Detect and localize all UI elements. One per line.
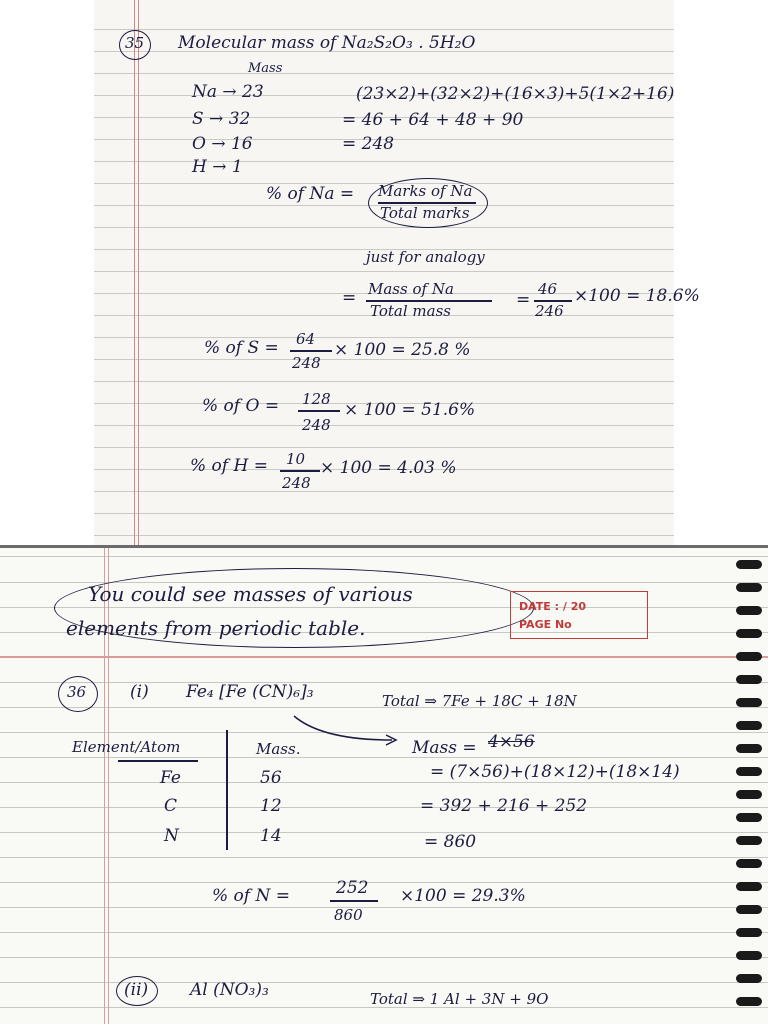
na-denominator: 246 bbox=[535, 302, 564, 320]
spiral-ring bbox=[736, 583, 762, 592]
spiral-ring bbox=[736, 560, 762, 569]
na-numerator: 46 bbox=[538, 280, 558, 298]
fraction-bar bbox=[330, 900, 378, 902]
spiral-ring bbox=[736, 629, 762, 638]
fraction-bar bbox=[298, 410, 340, 412]
s-result: × 100 = 25.8 % bbox=[334, 340, 471, 360]
s-denominator: 248 bbox=[292, 354, 321, 372]
fraction-bar bbox=[290, 350, 332, 352]
margin-line bbox=[138, 0, 139, 545]
equals-sign: = bbox=[516, 290, 531, 310]
percent-n-label: % of N = bbox=[212, 886, 291, 906]
spiral-ring bbox=[736, 905, 762, 914]
table-header-element: Element/Atom bbox=[72, 738, 181, 756]
note-line-2: elements from periodic table. bbox=[66, 616, 366, 640]
stamp-date: DATE : / 20 bbox=[519, 600, 587, 613]
spiral-ring bbox=[736, 882, 762, 891]
calc-line-2: = 46 + 64 + 48 + 90 bbox=[342, 110, 524, 130]
spiral-ring bbox=[736, 813, 762, 822]
spiral-ring bbox=[736, 997, 762, 1006]
spiral-ring bbox=[736, 836, 762, 845]
percent-s-label: % of S = bbox=[204, 338, 279, 358]
margin-line bbox=[134, 0, 135, 545]
mass-step-2: = 392 + 216 + 252 bbox=[420, 796, 588, 816]
header-rule bbox=[0, 656, 768, 658]
percent-o-label: % of O = bbox=[202, 396, 280, 416]
mass-s: S → 32 bbox=[192, 109, 251, 129]
question-number: 35 bbox=[125, 34, 145, 52]
mass-header: Mass bbox=[248, 61, 283, 76]
table-mass-n: 14 bbox=[260, 826, 282, 846]
spiral-ring bbox=[736, 928, 762, 937]
n-result: ×100 = 29.3% bbox=[400, 886, 526, 906]
analogy-note: just for analogy bbox=[366, 248, 485, 266]
note-line-1: You could see masses of various bbox=[88, 582, 413, 606]
total-atoms: Total ⇒ 1 Al + 3N + 9O bbox=[370, 990, 549, 1008]
molecular-mass-title: Molecular mass of Na₂S₂O₃ . 5H₂O bbox=[178, 33, 476, 53]
table-underline bbox=[118, 760, 198, 762]
total-atoms: Total ⇒ 7Fe + 18C + 18N bbox=[382, 692, 577, 710]
h-result: × 100 = 4.03 % bbox=[320, 458, 457, 478]
stamp-page-no: PAGE No bbox=[519, 618, 572, 631]
spiral-ring bbox=[736, 790, 762, 799]
mass-na: Na → 23 bbox=[192, 82, 264, 102]
spiral-ring bbox=[736, 859, 762, 868]
spiral-ring bbox=[736, 698, 762, 707]
analogy-numerator: Marks of Na bbox=[378, 182, 473, 200]
part-label: (ii) bbox=[124, 980, 149, 1000]
part-label: (i) bbox=[130, 682, 149, 702]
table-element-fe: Fe bbox=[160, 768, 181, 788]
percent-h-label: % of H = bbox=[190, 456, 268, 476]
table-divider bbox=[226, 730, 228, 850]
mass-fraction-numerator: Mass of Na bbox=[368, 280, 454, 298]
h-denominator: 248 bbox=[282, 474, 311, 492]
spiral-ring bbox=[736, 744, 762, 753]
table-mass-fe: 56 bbox=[260, 768, 282, 788]
na-result: ×100 = 18.6% bbox=[574, 286, 700, 306]
spiral-ring bbox=[736, 606, 762, 615]
mass-fraction-denominator: Total mass bbox=[370, 302, 451, 320]
spiral-ring bbox=[736, 951, 762, 960]
mass-o: O → 16 bbox=[192, 134, 253, 154]
spiral-ring bbox=[736, 675, 762, 684]
equals-sign: = bbox=[342, 288, 357, 308]
table-header-mass: Mass. bbox=[256, 740, 301, 758]
mass-label: Mass = bbox=[412, 738, 477, 758]
date-page-stamp bbox=[510, 591, 648, 639]
formula: Fe₄ [Fe (CN)₆]₃ bbox=[186, 682, 314, 702]
o-denominator: 248 bbox=[302, 416, 331, 434]
spiral-ring bbox=[736, 721, 762, 730]
n-denominator: 860 bbox=[334, 906, 363, 924]
s-numerator: 64 bbox=[296, 330, 316, 348]
arrow-to-mass bbox=[292, 714, 412, 748]
mass-h: H → 1 bbox=[192, 157, 243, 177]
table-element-c: C bbox=[164, 796, 178, 816]
fraction-bar bbox=[280, 470, 320, 472]
spiral-ring bbox=[736, 767, 762, 776]
formula: Al (NO₃)₃ bbox=[190, 980, 269, 1000]
table-mass-c: 12 bbox=[260, 796, 282, 816]
mass-crossed: 4×56 bbox=[488, 732, 535, 752]
percent-na-label: % of Na = bbox=[266, 184, 355, 204]
calc-line-1: (23×2)+(32×2)+(16×3)+5(1×2+16) bbox=[356, 84, 675, 104]
n-numerator: 252 bbox=[336, 878, 369, 898]
o-result: × 100 = 51.6% bbox=[344, 400, 476, 420]
h-numerator: 10 bbox=[286, 450, 306, 468]
analogy-denominator: Total marks bbox=[380, 204, 470, 222]
table-element-n: N bbox=[164, 826, 179, 846]
mass-step-1: = (7×56)+(18×12)+(18×14) bbox=[430, 762, 680, 782]
question-number: 36 bbox=[67, 683, 87, 701]
spiral-ring bbox=[736, 974, 762, 983]
calc-line-3: = 248 bbox=[342, 134, 395, 154]
mass-step-3: = 860 bbox=[424, 832, 477, 852]
spiral-ring bbox=[736, 652, 762, 661]
o-numerator: 128 bbox=[302, 390, 331, 408]
